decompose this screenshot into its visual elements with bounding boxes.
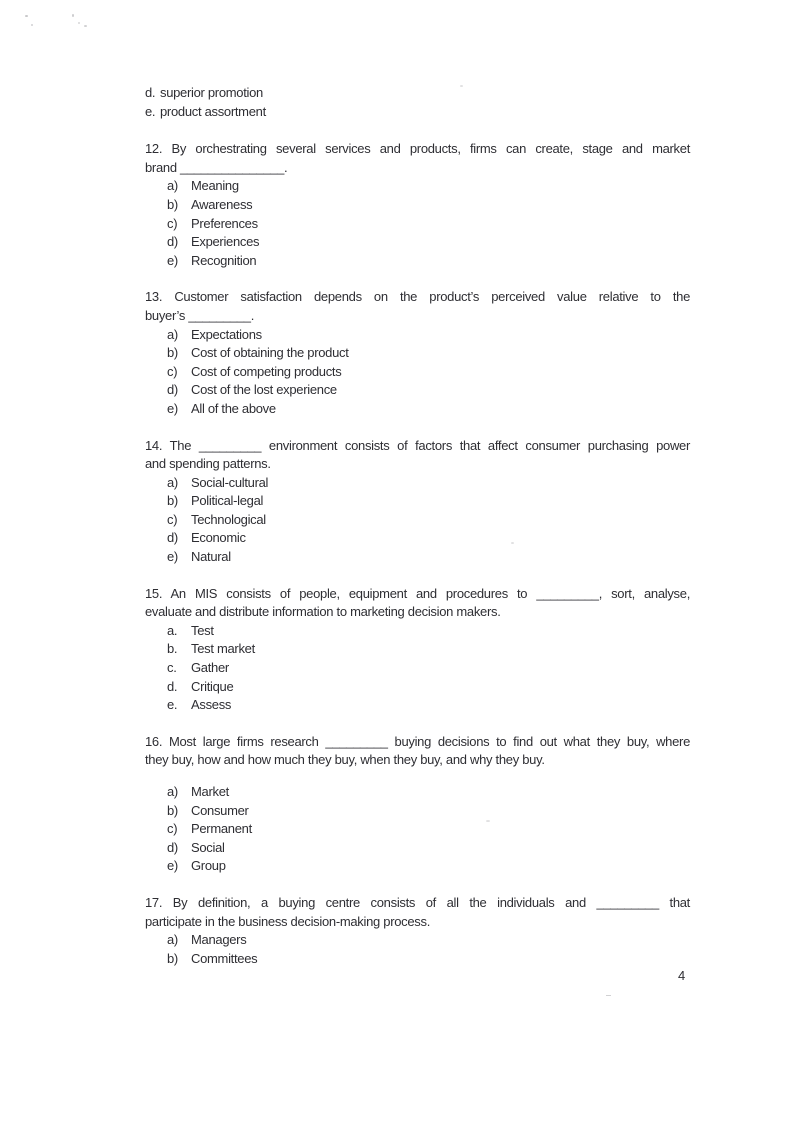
option-row (145, 820, 690, 839)
question-12 (145, 140, 690, 270)
option-row (145, 640, 690, 659)
option-marker: d) (167, 382, 178, 398)
option-row (145, 659, 690, 678)
option-marker: a. (167, 622, 178, 638)
option-label: Cost of obtaining the product (191, 345, 349, 361)
option-marker: a) (167, 474, 178, 490)
option-label: Meaning (191, 178, 239, 194)
option-marker: d. (145, 85, 156, 100)
option-marker: b. (167, 641, 178, 657)
question-stem-line: buyer’s _________. (145, 307, 255, 323)
question-stem-line: 17. By definition, a buying centre consists of all the individuals and _________ that (145, 894, 690, 910)
scan-speckle (78, 22, 80, 24)
option-marker: a) (167, 784, 178, 799)
option-marker: a) (167, 932, 178, 948)
option-marker: a) (167, 178, 178, 194)
option-label: Cost of the lost experience (191, 382, 337, 398)
question-stem-line: they buy, how and how much they buy, when they buy, and why they buy. (145, 752, 545, 768)
option-label: product assortment (160, 103, 266, 119)
option-row (145, 196, 690, 215)
scan-speckle (25, 15, 28, 17)
option-label: Permanent (191, 821, 252, 837)
option-marker: d) (167, 530, 178, 546)
question-stem-line: 16. Most large firms research _________ buying decisions to find out what they buy, where (145, 733, 690, 749)
option-marker: b) (167, 950, 178, 966)
options-list (145, 177, 690, 270)
option-row (145, 931, 690, 950)
question-17 (145, 894, 690, 968)
scan-speckle (72, 14, 74, 17)
option-label: Experiences (191, 234, 260, 250)
options-list (145, 783, 690, 876)
option-row (145, 400, 690, 419)
option-row (145, 839, 690, 858)
option-label: Expectations (191, 326, 262, 342)
question-stem-line: 13. Customer satisfaction depends on the product’s perceived value relative to the (145, 289, 690, 305)
option-row (145, 233, 690, 252)
question-stem (145, 437, 690, 474)
question-13 (145, 288, 690, 418)
option-row (145, 696, 690, 715)
question-stem-line: evaluate and distribute information to marketing decision makers. (145, 604, 501, 620)
question-stem-line: brand _______________. (145, 159, 288, 175)
option-label: Assess (191, 697, 232, 713)
question-14 (145, 437, 690, 567)
option-marker: c. (167, 660, 177, 676)
question-stem-line: 14. The _________ environment consists of factors that affect consumer purchasing power (145, 437, 690, 453)
option-label: Group (191, 858, 226, 874)
option-row (145, 474, 690, 493)
question-16 (145, 733, 690, 876)
option-label: Cost of competing products (191, 363, 342, 379)
option-marker: c) (167, 363, 178, 379)
option-row (145, 381, 690, 400)
scan-speckle (606, 995, 611, 996)
option-label: Social-cultural (191, 474, 269, 490)
option-marker: c) (167, 511, 178, 527)
scan-speckle (31, 24, 33, 26)
question-stem (145, 140, 690, 177)
option-row (145, 252, 690, 271)
document-body (145, 84, 690, 986)
question-15 (145, 585, 690, 715)
option-label: Awareness (191, 196, 253, 212)
option-label: All of the above (191, 400, 276, 416)
options-list (145, 326, 690, 419)
option-row (145, 950, 690, 969)
option-marker: e. (167, 697, 178, 713)
option-marker: a) (167, 326, 178, 342)
option-label: Consumer (191, 802, 249, 818)
option-row (145, 783, 690, 802)
option-marker: b) (167, 196, 178, 212)
option-label: Managers (191, 932, 247, 948)
option-row (145, 802, 690, 821)
option-row (145, 344, 690, 363)
carryover-option-d (145, 84, 690, 103)
option-label: Critique (191, 678, 234, 694)
page-number: 4 (678, 968, 685, 983)
option-row (145, 363, 690, 382)
option-marker: b) (167, 802, 178, 818)
option-row (145, 326, 690, 345)
option-row (145, 678, 690, 697)
carryover-option-e (145, 103, 690, 122)
option-marker: b) (167, 345, 178, 361)
option-row (145, 492, 690, 511)
option-marker: d) (167, 839, 178, 855)
option-marker: c) (167, 215, 178, 231)
option-marker: e. (145, 103, 156, 119)
option-label: Preferences (191, 215, 258, 231)
option-row (145, 215, 690, 234)
options-list (145, 474, 690, 567)
options-list (145, 931, 690, 968)
question-stem-line: and spending patterns. (145, 456, 271, 472)
option-marker: b) (167, 493, 178, 509)
option-row (145, 177, 690, 196)
scan-speckle (84, 25, 87, 27)
question-stem-line: 15. An MIS consists of people, equipment and procedures to _________, sort, analyse, (145, 585, 690, 601)
option-label: Gather (191, 660, 229, 676)
option-label: Political-legal (191, 493, 264, 509)
option-label: Economic (191, 530, 246, 546)
question-stem (145, 733, 690, 770)
option-label: Committees (191, 950, 258, 966)
option-label: Market (191, 784, 229, 799)
option-row (145, 622, 690, 641)
option-label: Recognition (191, 252, 257, 268)
option-marker: e) (167, 858, 178, 874)
option-label: Test (191, 622, 214, 638)
option-label: superior promotion (160, 85, 263, 100)
question-stem-line: participate in the business decision-making process. (145, 913, 431, 929)
options-list (145, 622, 690, 715)
option-label: Natural (191, 549, 231, 565)
option-row (145, 548, 690, 567)
option-marker: d) (167, 234, 178, 250)
question-stem (145, 894, 690, 931)
option-row (145, 529, 690, 548)
carryover-options (145, 84, 690, 121)
option-marker: e) (167, 549, 178, 565)
question-stem (145, 288, 690, 325)
option-row (145, 511, 690, 530)
option-label: Test market (191, 641, 255, 657)
option-marker: c) (167, 821, 178, 837)
option-marker: e) (167, 400, 178, 416)
option-label: Technological (191, 511, 266, 527)
option-marker: d. (167, 678, 178, 694)
option-row (145, 857, 690, 876)
question-stem (145, 585, 690, 622)
option-label: Social (191, 839, 225, 855)
option-marker: e) (167, 252, 178, 268)
question-stem-line: 12. By orchestrating several services and products, firms can create, stage and market (145, 141, 690, 157)
